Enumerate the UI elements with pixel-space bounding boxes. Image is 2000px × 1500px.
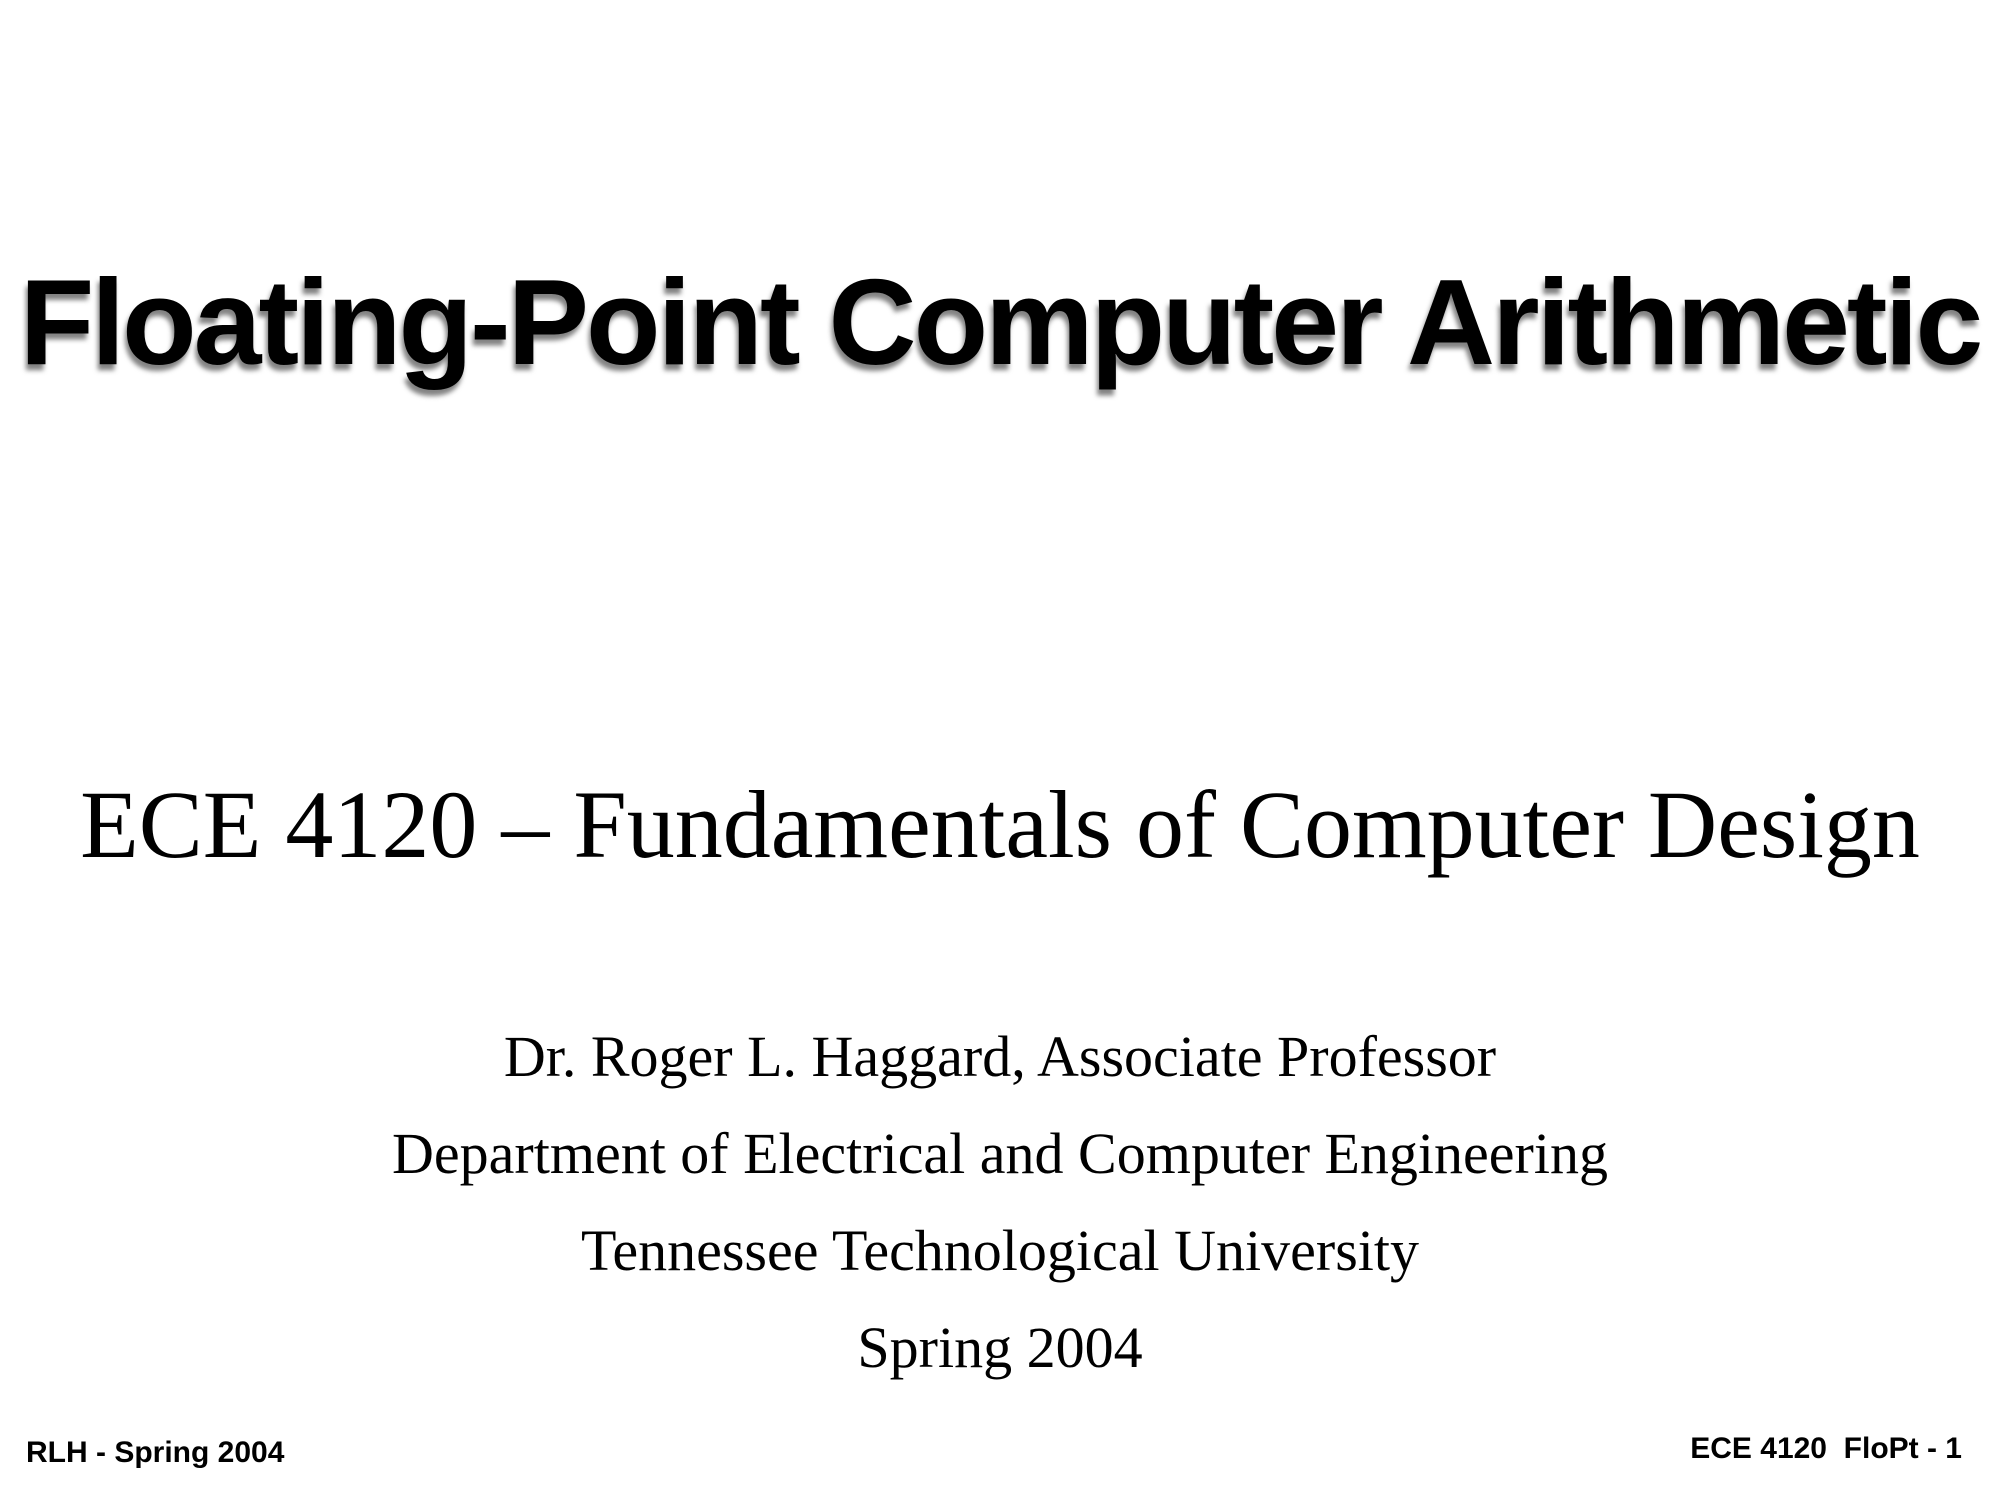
author-semester-line: Spring 2004: [857, 1315, 1143, 1380]
author-name-line: Dr. Roger L. Haggard, Associate Professor: [503, 1024, 1497, 1089]
author-block: [0, 1008, 2000, 1396]
footer-course-slide-number: ECE 4120 FloPt - 1: [1690, 1432, 1962, 1465]
slide-title: Floating-Point Computer Arithmetic: [19, 254, 1981, 390]
author-university-line: Tennessee Technological University: [581, 1218, 1419, 1283]
author-department-line: Department of Electrical and Computer Engineering: [392, 1121, 1608, 1186]
footer-author-date: RLH - Spring 2004: [26, 1436, 285, 1469]
slide-subtitle: ECE 4120 – Fundamentals of Computer Design: [80, 771, 1920, 878]
